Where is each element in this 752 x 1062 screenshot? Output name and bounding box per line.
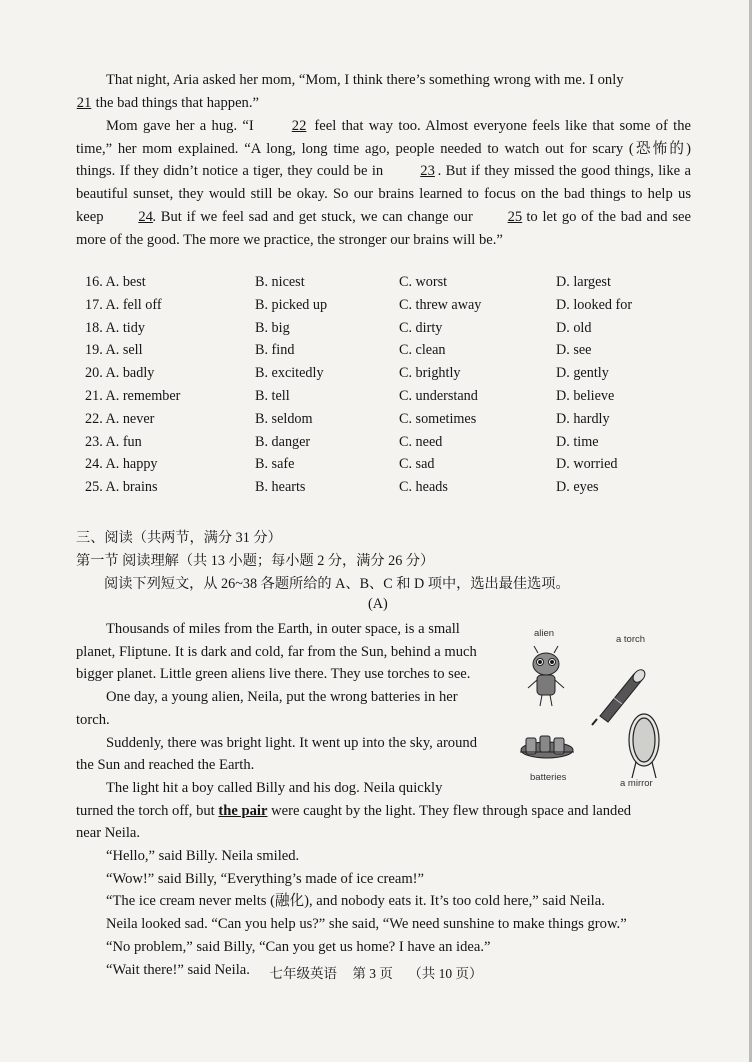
torch-label: a torch <box>616 634 646 645</box>
footer-page: 第 3 页 <box>352 966 393 981</box>
passage-line: “Hello,” said Billy. Neila smiled. <box>106 848 300 864</box>
option-row-20 <box>85 365 685 388</box>
option-d: D. eyes <box>556 479 599 496</box>
alien-icon <box>528 646 564 706</box>
option-a: 19. A. sell <box>85 342 143 359</box>
passage-line: Thousands of miles from the Earth, in outer space, is a small <box>106 621 460 637</box>
option-b: B. excitedly <box>255 365 324 382</box>
option-d: D. gently <box>556 365 609 382</box>
passage-label: (A) <box>368 596 388 612</box>
passage-text: turned the torch off, but <box>76 802 219 819</box>
paragraph-text: . But if we feel sad and get stuck, we can change our <box>152 208 478 225</box>
option-d: D. worried <box>556 456 618 473</box>
option-c: C. heads <box>399 479 448 496</box>
option-c: C. sometimes <box>399 410 477 427</box>
page-footer <box>0 962 752 982</box>
paragraph-text: feel that way too. Almost everyone feels like that some of the time,” her mom explained. “A long, long time ago, people needed to watch out for scary (恐怖的) things. If they didn’t notice a tiger, they could be in <box>76 118 691 180</box>
passage-line: “The ice cream never melts (融化), and nobody eats it. It’s too cold here,” said Neila. <box>106 893 605 910</box>
paragraph-text: the bad things that happen.” <box>92 94 259 111</box>
option-a: 18. A. tidy <box>85 319 145 336</box>
option-d: D. believe <box>556 387 615 404</box>
blank-23: 23 <box>420 163 435 180</box>
option-c: C. dirty <box>399 319 443 336</box>
passage-line: “No problem,” said Billy, “Can you get us home? I have an idea.” <box>106 938 491 955</box>
option-d: D. time <box>556 433 599 450</box>
option-b: B. big <box>255 319 290 336</box>
blank-21: 21 <box>76 94 92 111</box>
option-c: C. sad <box>399 456 435 473</box>
paragraph-text: . But if they missed the good things, like a beautiful sunset, they would still be okay. So our brains learned to focus on the bad things to help us keep <box>76 163 691 225</box>
illustration-svg <box>512 622 682 792</box>
passage-line: One day, a young alien, Neila, put the wrong batteries in her <box>106 689 458 706</box>
option-row-18 <box>85 320 685 343</box>
option-row-21 <box>85 388 685 411</box>
options-table <box>85 274 685 502</box>
option-a: 16. A. best <box>85 274 146 290</box>
passage-line: “Wow!” said Billy, “Everything’s made of ice cream!” <box>106 870 425 887</box>
batteries-label: batteries <box>530 772 567 783</box>
option-d: D. see <box>556 342 592 359</box>
option-a: 23. A. fun <box>85 433 142 450</box>
mirror-icon <box>629 714 659 778</box>
option-b: B. find <box>255 342 295 359</box>
passage-line: Suddenly, there was bright light. It went up into the sky, around <box>106 734 477 751</box>
option-row-19 <box>85 342 685 365</box>
option-a: 25. A. brains <box>85 479 158 496</box>
footer-total: （共 10 页） <box>408 966 483 981</box>
option-a: 24. A. happy <box>85 456 158 473</box>
paragraph-mom <box>76 115 691 251</box>
option-c: C. threw away <box>399 296 482 313</box>
option-c: C. brightly <box>399 365 461 382</box>
option-d: D. hardly <box>556 410 610 427</box>
option-a: 20. A. badly <box>85 365 155 382</box>
illustration <box>512 622 682 792</box>
blank-22: 22 <box>291 118 307 134</box>
option-b: B. hearts <box>255 479 306 496</box>
option-row-17 <box>85 297 685 320</box>
option-row-24 <box>85 456 685 479</box>
paragraph-text: Mom gave her a hug. “I <box>106 118 260 134</box>
option-b: B. picked up <box>255 296 328 313</box>
passage-line-pair <box>76 800 631 823</box>
paragraph-text: to let go of the bad and see more of the good. The more we practice, the stronger our brains will be.” <box>76 208 691 248</box>
option-b: B. seldom <box>255 410 313 427</box>
passage-text: were caught by the light. They flew through space and landed <box>267 802 632 819</box>
passage-line: the Sun and reached the Earth. <box>76 757 255 774</box>
passage-line: Neila looked sad. “Can you help us?” she said, “We need sunshine to make things grow.” <box>106 916 627 933</box>
section-instruction: 阅读下列短文，从 26~38 各题所给的 A、B、C 和 D 项中，选出最佳选项。 <box>104 576 570 592</box>
option-a: 21. A. remember <box>85 387 181 404</box>
passage-line: “Wait there!” said Neila. <box>106 961 250 978</box>
passage-line: The light hit a boy called Billy and his dog. Neila quickly <box>106 779 443 796</box>
option-d: D. looked for <box>556 296 633 313</box>
passage-line: planet, Fliptune. It is dark and cold, far from the Sun, behind a much <box>76 643 477 660</box>
mirror-label: a mirror <box>620 778 653 789</box>
option-c: C. understand <box>399 387 478 404</box>
paragraph-aria <box>76 69 691 114</box>
alien-label: alien <box>534 628 555 639</box>
option-row-16 <box>85 274 685 297</box>
footer-subject: 七年级英语 <box>269 966 337 981</box>
blank-25: 25 <box>507 208 523 225</box>
option-c: C. clean <box>399 342 446 359</box>
option-row-22 <box>85 411 685 434</box>
option-row-25 <box>85 479 685 502</box>
option-a: 22. A. never <box>85 410 155 427</box>
section-heading: 三、阅读（共两节，满分 31 分） <box>76 530 282 546</box>
passage-line: bigger planet. Little green aliens live there. They use torches to see. <box>76 666 471 683</box>
option-b: B. tell <box>255 387 290 404</box>
batteries-icon <box>520 736 574 758</box>
the-pair-emphasis: the pair <box>218 802 268 819</box>
option-b: B. safe <box>255 456 295 473</box>
paragraph-text: That night, Aria asked her mom, “Mom, I think there’s something wrong with me. I only <box>106 72 624 88</box>
blank-24: 24 <box>138 208 153 225</box>
option-a: 17. A. fell off <box>85 296 162 313</box>
option-row-23 <box>85 434 685 457</box>
passage-line: torch. <box>76 711 110 728</box>
passage-line: near Neila. <box>76 825 141 842</box>
option-d: D. old <box>556 319 592 336</box>
option-c: C. need <box>399 433 443 450</box>
option-b: B. nicest <box>255 274 305 290</box>
option-d: D. largest <box>556 274 611 290</box>
option-b: B. danger <box>255 433 311 450</box>
section-subheading: 第一节 阅读理解（共 13 小题；每小题 2 分，满分 26 分） <box>76 553 435 569</box>
option-c: C. worst <box>399 274 448 290</box>
